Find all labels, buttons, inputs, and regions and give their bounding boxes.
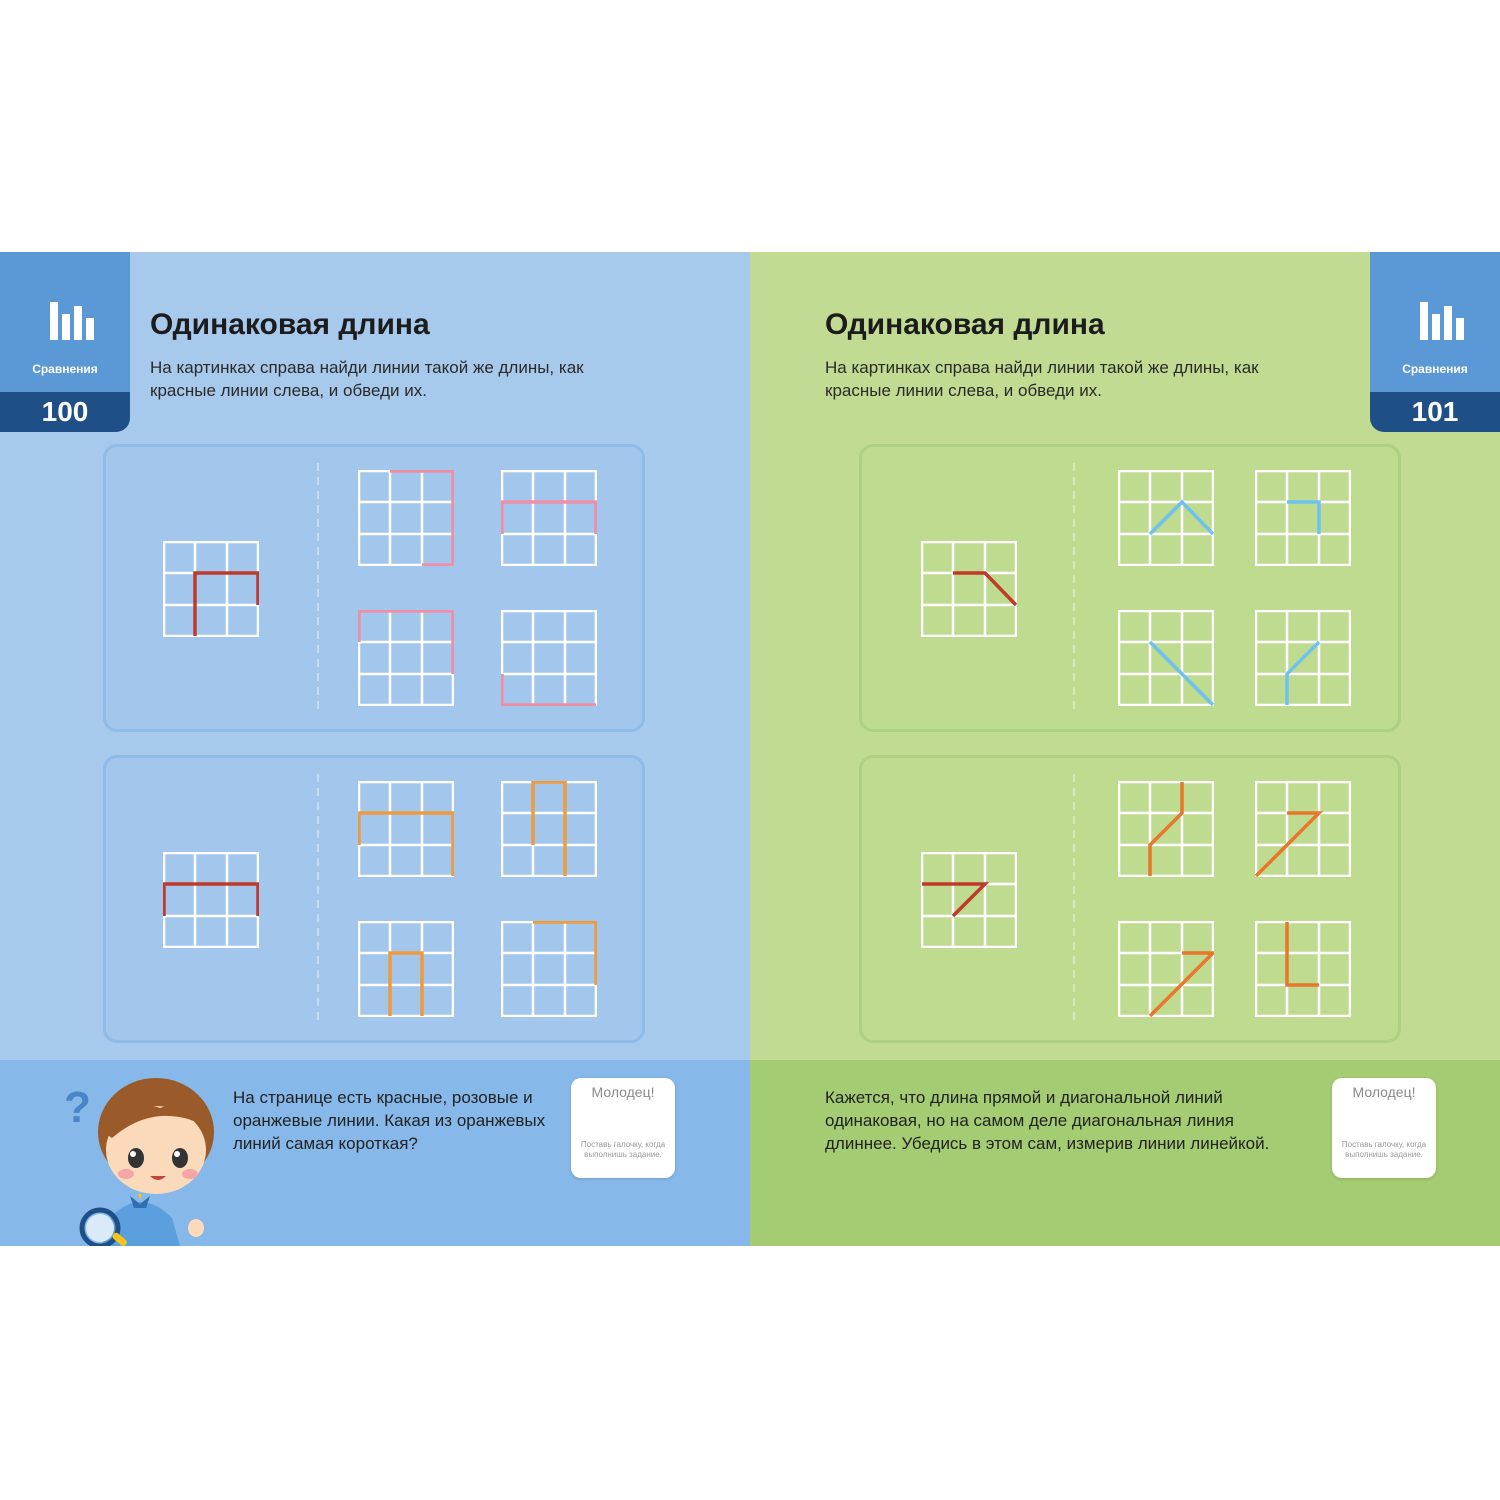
- instructions: На картинках справа найди линии такой же длины, как красные линии слева, и обведи их.: [825, 358, 1259, 400]
- option-grid[interactable]: [358, 610, 454, 706]
- section-tab: [0, 252, 130, 432]
- section-label: Сравнения: [1402, 362, 1468, 376]
- bar-chart-icon: [1420, 300, 1470, 340]
- dashed-divider: [1072, 463, 1076, 713]
- page-number: 101: [1370, 392, 1500, 432]
- instructions: На картинках справа найди линии такой же длины, как красные линии слева, и обведи их.: [150, 358, 584, 400]
- right-page: [750, 252, 1500, 1246]
- option-grid[interactable]: [1255, 610, 1351, 706]
- reference-grid: [921, 541, 1017, 637]
- option-grid[interactable]: [358, 470, 454, 566]
- girl-detective-illustration: [60, 1078, 220, 1246]
- completion-checkbox[interactable]: [1332, 1078, 1436, 1178]
- badge-note: Поставь галочку, когда выполнишь задание.: [1341, 1140, 1427, 1159]
- reference-grid: [163, 852, 259, 948]
- option-grid[interactable]: [358, 781, 454, 877]
- option-grid[interactable]: [501, 470, 597, 566]
- option-grid[interactable]: [501, 921, 597, 1017]
- badge-title: Молодец!: [591, 1084, 655, 1100]
- exercise-box-2: [103, 755, 645, 1043]
- dashed-divider: [316, 774, 320, 1024]
- workbook-spread: [0, 252, 1500, 1246]
- exercise-box-1: [103, 444, 645, 732]
- option-grid[interactable]: [1118, 470, 1214, 566]
- reference-grid: [921, 852, 1017, 948]
- exercise-box-3: [859, 444, 1401, 732]
- dashed-divider: [1072, 774, 1076, 1024]
- hint-text: Кажется, что длина прямой и диагональной линий одинаковая, но на самом деле диагональная линия длиннее. Убедись в этом сам, измерив линии линейкой.: [825, 1088, 1270, 1153]
- page-title: Одинаковая длина: [825, 308, 1105, 341]
- option-grid[interactable]: [1118, 610, 1214, 706]
- reference-grid: [163, 541, 259, 637]
- badge-title: Молодец!: [1352, 1084, 1416, 1100]
- option-grid[interactable]: [1118, 921, 1214, 1017]
- page-title: Одинаковая длина: [150, 308, 430, 341]
- svg-text:?: ?: [64, 1083, 91, 1132]
- page-number: 100: [0, 392, 130, 432]
- option-grid[interactable]: [501, 610, 597, 706]
- section-tab: [1370, 252, 1500, 432]
- exercise-box-4: [859, 755, 1401, 1043]
- hint-text: На странице есть красные, розовые и оранжевые линии. Какая из оранжевых линий самая короткая?: [233, 1088, 546, 1153]
- bar-chart-icon: [50, 300, 100, 340]
- option-grid[interactable]: [1255, 921, 1351, 1017]
- completion-checkbox[interactable]: [571, 1078, 675, 1178]
- option-grid[interactable]: [501, 781, 597, 877]
- option-grid[interactable]: [1255, 781, 1351, 877]
- option-grid[interactable]: [1255, 470, 1351, 566]
- option-grid[interactable]: [1118, 781, 1214, 877]
- badge-note: Поставь галочку, когда выполнишь задание.: [580, 1140, 666, 1159]
- left-page: [0, 252, 750, 1246]
- option-grid[interactable]: [358, 921, 454, 1017]
- section-label: Сравнения: [32, 362, 98, 376]
- dashed-divider: [316, 463, 320, 713]
